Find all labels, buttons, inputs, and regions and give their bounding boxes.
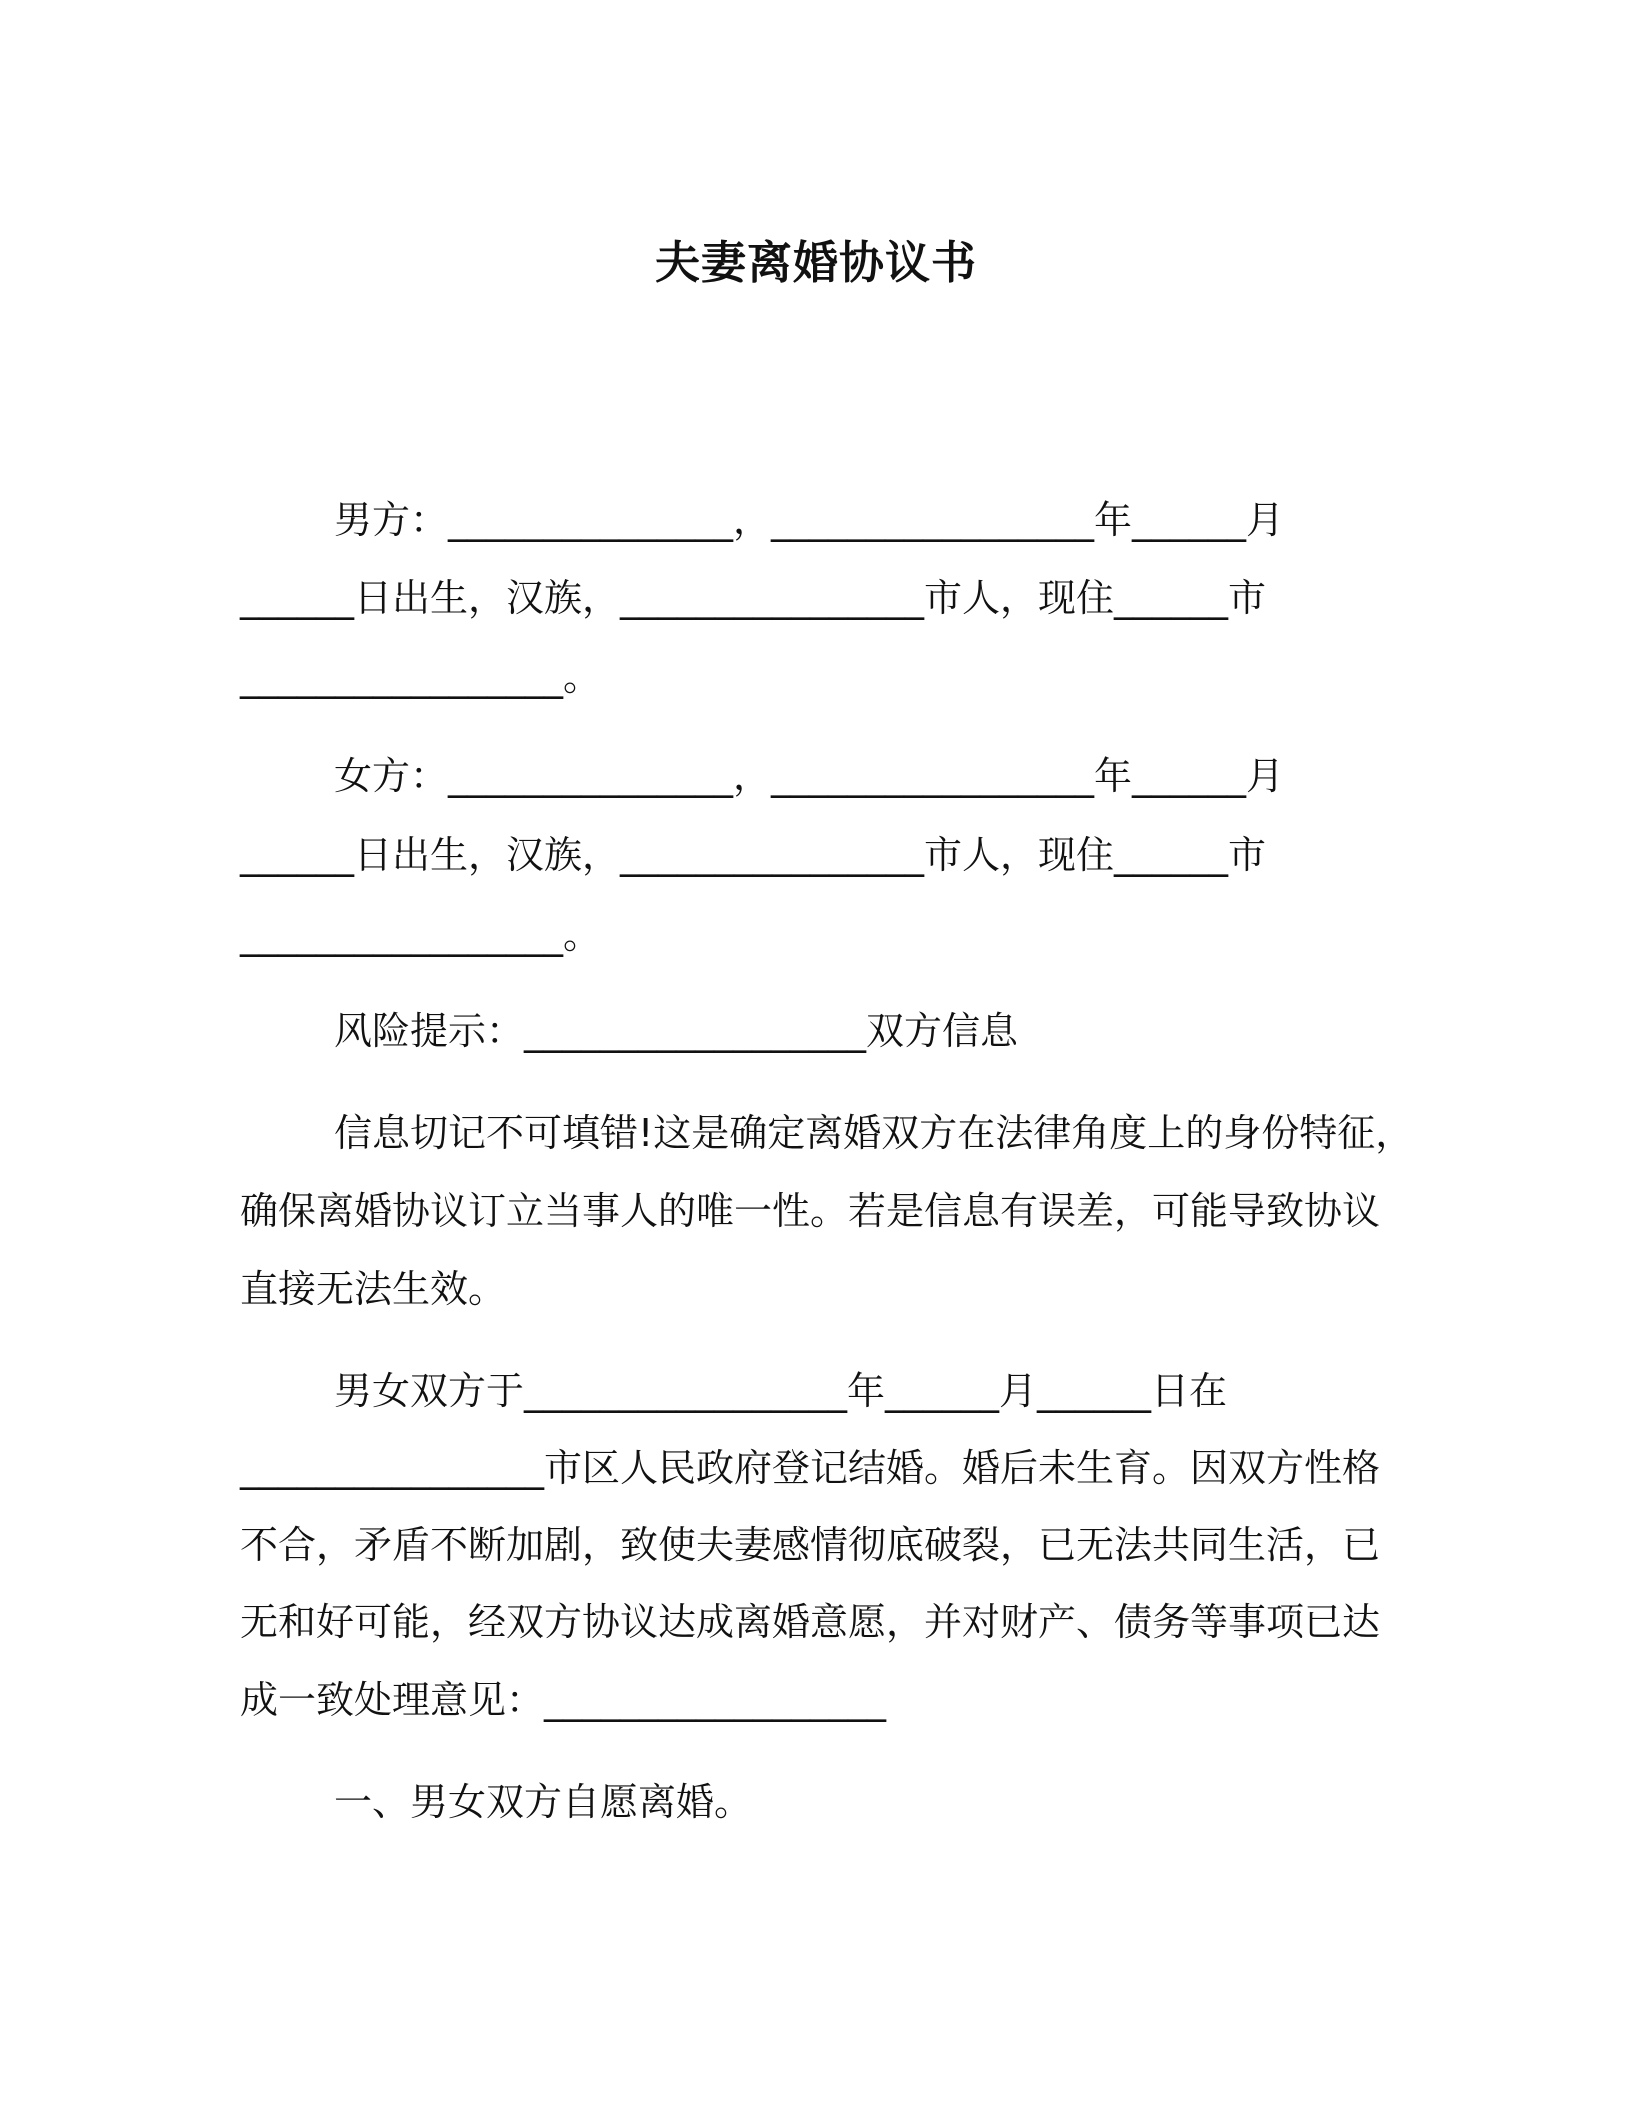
marriage-paragraph-line-3: 不合，矛盾不断加剧，致使夫妻感情彻底破裂，已无法共同生活，已 — [240, 1523, 1381, 1567]
marriage-paragraph-line-1: 男女双方于_________________年______月______日在 — [334, 1369, 1228, 1413]
info-warning-line-2: 确保离婚协议订立当事人的唯一性。若是信息有误差，可能导致协议 — [240, 1189, 1381, 1233]
document-title: 夫妻离婚协议书 — [654, 236, 977, 289]
female-party-line-1: 女方：_______________，_________________年______月 — [334, 754, 1285, 798]
risk-notice-line: 风险提示：__________________双方信息 — [334, 1009, 1019, 1053]
female-party-line-3: _________________。 — [240, 913, 602, 957]
male-party-line-3: _________________。 — [240, 655, 602, 699]
female-party-line-2: ______日出生，汉族，________________市人，现住______市 — [240, 833, 1267, 877]
info-warning-line-3: 直接无法生效。 — [240, 1267, 507, 1311]
male-party-line-2: ______日出生，汉族，________________市人，现住______市 — [240, 576, 1267, 620]
marriage-paragraph-line-4: 无和好可能，经双方协议达成离婚意愿，并对财产、债务等事项已达 — [240, 1600, 1381, 1644]
male-party-line-1: 男方：_______________，_________________年______月 — [334, 498, 1285, 542]
info-warning-line-1: 信息切记不可填错!这是确定离婚双方在法律角度上的身份特征， — [334, 1111, 1414, 1155]
marriage-paragraph-line-5: 成一致处理意见：__________________ — [240, 1678, 887, 1722]
section-one-heading: 一、男女双方自愿离婚。 — [334, 1780, 753, 1824]
marriage-paragraph-line-2: ________________市区人民政府登记结婚。婚后未生育。因双方性格 — [240, 1446, 1381, 1490]
